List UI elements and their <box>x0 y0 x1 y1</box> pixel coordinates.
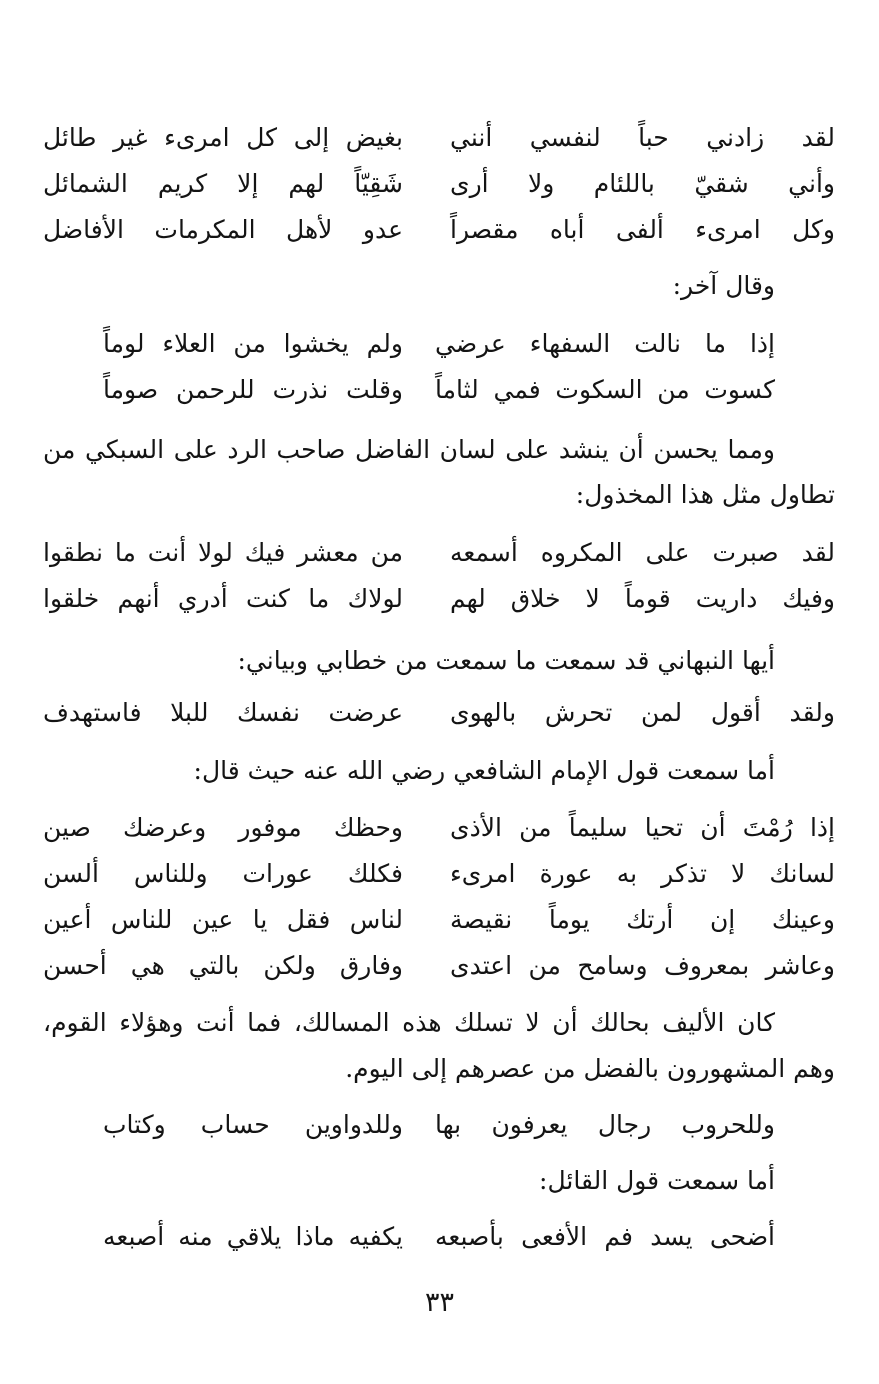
prose-line: وقال آخر: <box>672 271 775 300</box>
verse-line <box>43 115 835 161</box>
verse-line <box>43 805 835 851</box>
verse-first-hemistich: وعينك إن أرتك يوماً نقيصة <box>450 905 835 934</box>
prose-line: أيها النبهاني قد سمعت ما سمعت من خطابي وبياني: <box>237 646 775 675</box>
verse-first-hemistich: لقد صبرت على المكروه أسمعه <box>450 538 835 567</box>
verse-line <box>43 576 835 622</box>
verse-second-hemistich: عرضت نفسك للبلا فاستهدف <box>43 698 403 727</box>
prose-line: أما سمعت قول الإمام الشافعي رضي الله عنه حيث قال: <box>193 756 775 785</box>
verse-second-hemistich: لولاك ما كنت أدري أنهم خلقوا <box>43 584 403 613</box>
verse-second-hemistich: وحظك موفور وعرضك صين <box>43 813 403 842</box>
verse-line <box>43 367 835 413</box>
verse-first-hemistich: لقد زادني حباً لنفسي أنني <box>450 123 835 152</box>
verse-second-hemistich: شَقِيّاً لهم إلا كريم الشمائل <box>43 169 403 198</box>
page-number: ٣٣ <box>424 1287 454 1318</box>
prose-line: تطاول مثل هذا المخذول: <box>575 480 835 509</box>
verse-second-hemistich: يكفيه ماذا يلاقي منه أصبعه <box>103 1222 403 1251</box>
verse-second-hemistich: لناس فقل يا عين للناس أعين <box>43 905 403 934</box>
verse-first-hemistich: إذا رُمْتَ أن تحيا سليماً من الأذى <box>450 813 835 842</box>
verse-second-hemistich: من معشر فيك لولا أنت ما نطقوا <box>43 538 403 567</box>
verse-second-hemistich: بغيض إلى كل امرىء غير طائل <box>43 123 403 152</box>
verse-line <box>43 530 835 576</box>
verse-first-hemistich: إذا ما نالت السفهاء عرضي <box>435 329 775 358</box>
verse-second-hemistich: فكلك عورات وللناس ألسن <box>43 859 403 888</box>
verse-first-hemistich: ولقد أقول لمن تحرش بالهوى <box>450 698 835 727</box>
verse-second-hemistich: وفارق ولكن بالتي هي أحسن <box>43 951 403 980</box>
verse-first-hemistich: وعاشر بمعروف وسامح من اعتدى <box>450 951 835 980</box>
verse-second-hemistich: ولم يخشوا من العلاء لوماً <box>103 329 403 358</box>
verse-line <box>43 897 835 943</box>
verse-line <box>43 1102 835 1148</box>
verse-first-hemistich: أضحى يسد فم الأفعى بأصبعه <box>435 1222 775 1251</box>
verse-line <box>43 690 835 736</box>
verse-first-hemistich: وفيك داريت قوماً لا خلاق لهم <box>450 584 835 613</box>
verse-line <box>43 207 835 253</box>
verse-first-hemistich: لسانك لا تذكر به عورة امرىء <box>450 859 835 888</box>
verse-second-hemistich: عدو لأهل المكرمات الأفاضل <box>43 215 403 244</box>
verse-first-hemistich: وكل امرىء ألفى أباه مقصراً <box>450 215 835 244</box>
verse-first-hemistich: كسوت من السكوت فمي لثاماً <box>435 375 775 404</box>
verse-second-hemistich: وقلت نذرت للرحمن صوماً <box>103 375 403 404</box>
verse-line <box>43 943 835 989</box>
verse-first-hemistich: وأني شقيّ باللئام ولا أرى <box>450 169 835 198</box>
verse-line <box>43 161 835 207</box>
prose-line: ومما يحسن أن ينشد على لسان الفاضل صاحب الرد على السبكي من <box>43 435 775 464</box>
verse-line <box>43 321 835 367</box>
verse-line <box>43 851 835 897</box>
prose-line: كان الأليف بحالك أن لا تسلك هذه المسالك، فما أنت وهؤلاء القوم، <box>43 1008 775 1037</box>
prose-line: أما سمعت قول القائل: <box>539 1166 775 1195</box>
prose-line: وهم المشهورون بالفضل من عصرهم إلى اليوم. <box>345 1054 835 1083</box>
verse-second-hemistich: وللدواوين حساب وكتاب <box>103 1110 403 1139</box>
verse-first-hemistich: وللحروب رجال يعرفون بها <box>435 1110 775 1139</box>
verse-line <box>43 1214 835 1260</box>
